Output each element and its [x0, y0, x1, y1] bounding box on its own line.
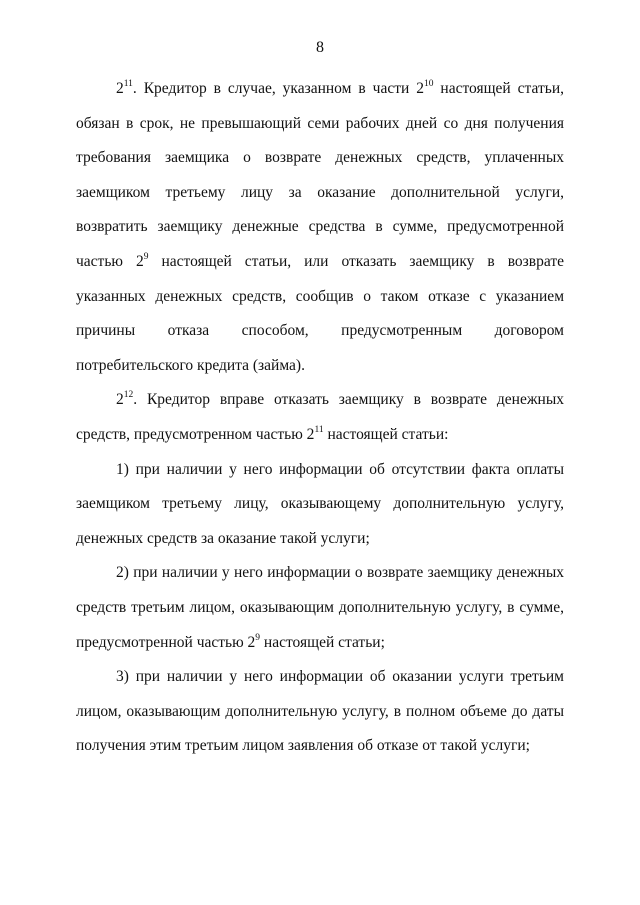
paragraph-text: 2	[116, 80, 124, 97]
superscript: 10	[423, 79, 434, 89]
paragraph-text: . Кредитор в случае, указанном в части 2	[132, 80, 424, 97]
superscript: 11	[314, 424, 324, 435]
paragraph-p-item-2	[76, 556, 564, 660]
paragraph-p-2-12	[76, 383, 564, 452]
paragraph-text: настоящей статьи;	[260, 633, 385, 651]
paragraph-text: 2	[116, 391, 124, 409]
paragraph-text: 2) при наличии у него информации о возврате заемщику денежных средств третьим лицом, оказывающим дополнительную услугу, в сумме, предусмотренной частью 2	[76, 564, 564, 651]
paragraph-text: настоящей статьи, обязан в срок, не превышающий семи рабочих дней со дня получения требования заемщика о возврате денежных средств, уплаченных заемщиком третьему лицу за оказание дополнительной услуги, возвратить заемщику денежные средства в сумме, предусмотренной частью 2	[76, 80, 564, 270]
paragraph-p-item-1	[76, 453, 564, 557]
superscript: 9	[255, 632, 261, 643]
paragraph-p-2-11	[76, 72, 564, 383]
superscript: 12	[123, 390, 134, 401]
document-body	[76, 72, 564, 764]
page-number: 8	[316, 39, 324, 56]
paragraph-p-item-3	[76, 660, 564, 764]
paragraph-text: . Кредитор вправе отказать заемщику в возврате денежных средств, предусмотренном частью 2	[76, 391, 564, 443]
paragraph-text: 3) при наличии у него информации об оказании услуги третьим лицом, оказывающим дополнительную услугу, в полном объеме до даты получения этим третьим лицом заявления об отказе от такой услуги;	[76, 668, 564, 755]
paragraph-text: 1) при наличии у него информации об отсутствии факта оплаты заемщиком третьему лицу, оказывающему дополнительную услугу, денежных средств за оказание такой услуги;	[76, 460, 564, 547]
superscript: 11	[123, 79, 133, 89]
superscript: 9	[143, 251, 149, 262]
paragraph-text: настоящей статьи:	[323, 425, 449, 443]
paragraph-text: настоящей статьи, или отказать заемщику в возврате указанных денежных средств, сообщив о таком отказе с указанием причины отказа способом, предусмотренным договором потребительского кредита (займа).	[76, 252, 564, 374]
